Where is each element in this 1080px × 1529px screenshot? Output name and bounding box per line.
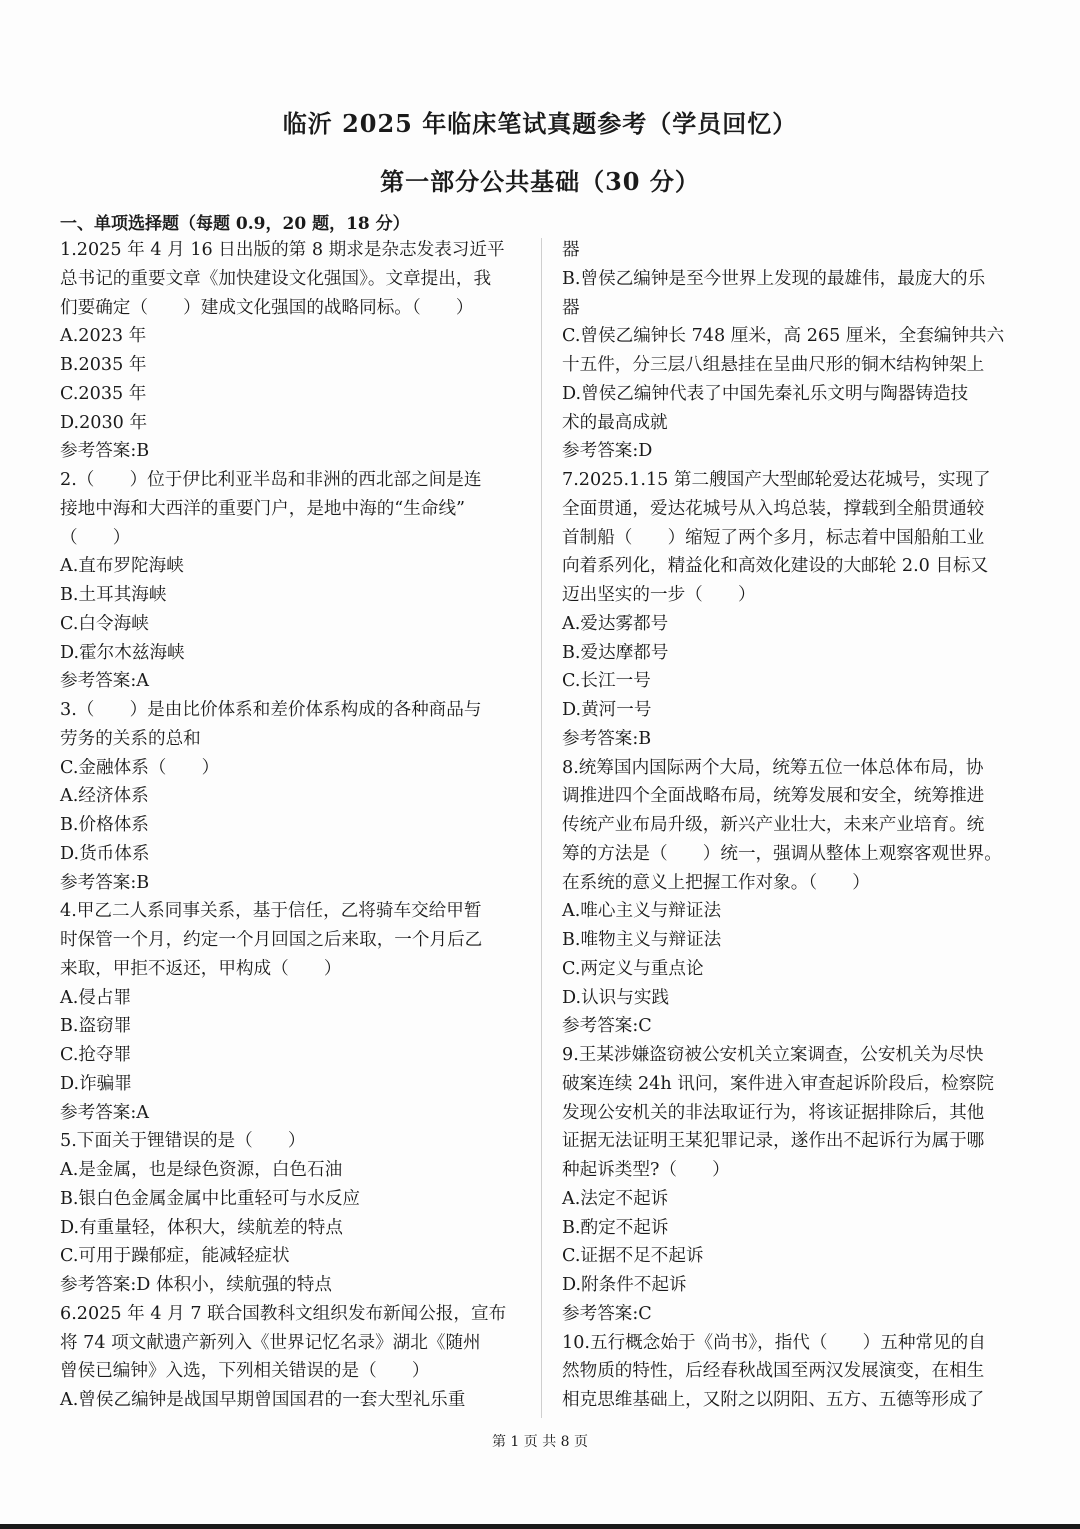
text-line: 十五件，分三层八组悬挂在呈曲尺形的铜木结构钟架上 xyxy=(562,355,985,375)
text-line: A.直布罗陀海峡 xyxy=(60,556,184,577)
text-line: 5.下面关于锂错误的是（ ） xyxy=(60,1131,306,1152)
text-line: 参考答案:D 体积小，续航强的特点 xyxy=(60,1275,332,1295)
text-line: B.唯物主义与辩证法 xyxy=(562,930,722,950)
text-line: 首制船（ ）缩短了两个多月，标志着中国船舶工业 xyxy=(562,527,985,548)
text-line: 1.2025 年 4 月 16 日出版的第 8 期求是杂志发表习近平 xyxy=(60,240,505,260)
text-line: 参考答案:A xyxy=(60,671,150,692)
text-line: C.长江一号 xyxy=(562,671,651,692)
text-line: C.曾侯乙编钟长 748 厘米，高 265 厘米，全套编钟共六 xyxy=(562,326,1005,347)
text-line: D.诈骗罪 xyxy=(60,1073,132,1094)
text-line: 全面贯通，爱达花城号从入坞总装，撑载到全船贯通较 xyxy=(562,498,985,519)
text-line: 劳务的关系的总和 xyxy=(60,728,201,749)
text-line: B.银白色金属金属中比重轻可与水反应 xyxy=(60,1188,361,1209)
text-line: B.爱达摩都号 xyxy=(562,642,669,663)
text-line: A.爱达雾都号 xyxy=(562,613,669,634)
text-line: B.盗窃罪 xyxy=(60,1016,132,1037)
text-line: C.两定义与重点论 xyxy=(562,958,704,979)
text-line: C.2035 年 xyxy=(60,383,147,404)
text-line: 们要确定（ ）建成文化强国的战略同标。（ ） xyxy=(60,297,474,318)
text-line: 曾侯已编钟》入选，下列相关错误的是（ ） xyxy=(60,1361,430,1382)
text-line: C.抢夺罪 xyxy=(60,1045,132,1065)
text-line: 种起诉类型?（ ） xyxy=(562,1160,730,1180)
text-line: A.侵占罪 xyxy=(60,987,132,1008)
text-line: A.曾侯乙编钟是战国早期曾国国君的一套大型礼乐重 xyxy=(60,1390,466,1410)
text-line: 2.（ ）位于伊比利亚半岛和非洲的西北部之间是连 xyxy=(60,470,482,490)
left-column xyxy=(60,236,530,1415)
text-line: 器 xyxy=(562,297,580,318)
text-line: 筹的方法是（ ）统一，强调从整体上观察客观世界。 xyxy=(562,843,1002,864)
text-line: D.黄河一号 xyxy=(562,700,652,720)
right-column xyxy=(562,236,1032,1415)
page-footer: 第 1 页 共 8 页 xyxy=(491,1434,589,1450)
text-line: 在系统的意义上把握工作对象。（ ） xyxy=(562,872,870,893)
text-line: 将 74 项文献遗产新列入《世界记忆名录》湖北《随州 xyxy=(60,1332,481,1353)
text-line: B.价格体系 xyxy=(60,815,149,835)
column-divider xyxy=(541,238,542,1418)
text-line: B.酌定不起诉 xyxy=(562,1217,669,1238)
text-line: 相克思维基础上，又附之以阴阳、五方、五德等形成了 xyxy=(562,1390,985,1410)
text-line: 9.王某涉嫌盗窃被公安机关立案调查，公安机关为尽快 xyxy=(562,1045,984,1065)
text-line: D.2030 年 xyxy=(60,412,148,433)
text-line: 8.统筹国内国际两个大局，统筹五位一体总体布局，协 xyxy=(562,757,984,778)
text-line: 参考答案:C xyxy=(562,1303,652,1324)
text-line: 发现公安机关的非法取证行为，将该证据排除后，其他 xyxy=(562,1102,985,1123)
text-line: A.2023 年 xyxy=(60,326,147,347)
text-line: 传统产业布局升级，新兴产业壮大，未来产业培育。统 xyxy=(562,815,985,835)
text-line: C.白令海峡 xyxy=(60,613,149,634)
text-line: 器 xyxy=(562,240,580,260)
text-line: 接地中海和大西洋的重要门户，是地中海的“生命线” xyxy=(60,498,466,519)
text-line: 参考答案:B xyxy=(60,441,150,462)
text-line: D.附条件不起诉 xyxy=(562,1275,687,1295)
text-line: 迈出坚实的一步（ ） xyxy=(562,585,756,605)
text-line: C.金融体系（ ） xyxy=(60,757,220,778)
text-line: D.认识与实践 xyxy=(562,987,670,1008)
text-line: 时保管一个月，约定一个月回国之后来取，一个月后乙 xyxy=(60,930,483,950)
text-line: B.曾侯乙编钟是至今世界上发现的最雄伟，最庞大的乐 xyxy=(562,268,986,289)
bottom-border xyxy=(0,1524,1080,1529)
text-line: 参考答案:B xyxy=(562,728,652,749)
text-line: 3.（ ）是由比价体系和差价体系构成的各种商品与 xyxy=(60,700,482,720)
text-line: 参考答案:A xyxy=(60,1102,150,1123)
text-line: A.法定不起诉 xyxy=(562,1188,669,1209)
text-line: C.可用于躁郁症，能减轻症状 xyxy=(60,1246,290,1267)
text-line: 破案连续 24h 讯问，案件进入审查起诉阶段后，检察院 xyxy=(562,1073,994,1094)
text-line: 总书记的重要文章《加快建设文化强国》。文章提出，我 xyxy=(60,268,492,289)
text-line: D.霍尔木兹海峡 xyxy=(60,642,185,663)
text-line: D.曾侯乙编钟代表了中国先秦礼乐文明与陶器铸造技 xyxy=(562,383,969,404)
text-line: D.有重量轻，体积大，续航差的特点 xyxy=(60,1217,343,1238)
text-line: 10.五行概念始于《尚书》，指代（ ）五种常见的自 xyxy=(562,1332,986,1353)
text-line: B.土耳其海峡 xyxy=(60,585,167,605)
text-line: A.唯心主义与辩证法 xyxy=(562,901,722,922)
text-line: A.是金属，也是绿色资源，白色石油 xyxy=(60,1160,343,1180)
text-line: B.2035 年 xyxy=(60,355,147,375)
text-line: （ ） xyxy=(60,527,131,548)
text-line: 证据无法证明王某犯罪记录，遂作出不起诉行为属于哪 xyxy=(562,1131,985,1152)
text-line: C.证据不足不起诉 xyxy=(562,1246,704,1267)
text-line: 参考答案:B xyxy=(60,872,150,893)
text-line: 参考答案:D xyxy=(562,441,653,462)
text-line: 7.2025.1.15 第二艘国产大型邮轮爱达花城号，实现了 xyxy=(562,470,991,490)
document-title: 临沂 2025 年临床笔试真题参考（学员回忆） xyxy=(282,109,798,138)
text-line: 来取，甲拒不返还，甲构成（ ） xyxy=(60,958,342,979)
text-line: 6.2025 年 4 月 7 联合国教科文组织发布新闻公报，宣布 xyxy=(60,1303,507,1324)
document-subtitle: 第一部分公共基础（30 分） xyxy=(380,167,700,196)
text-line: 术的最高成就 xyxy=(562,412,668,433)
text-line: 参考答案:C xyxy=(562,1016,652,1037)
text-line: 4.甲乙二人系同事关系，基于信任，乙将骑车交给甲暂 xyxy=(60,901,482,922)
section-heading: 一、单项选择题（每题 0.9，20 题，18 分） xyxy=(60,214,410,234)
text-line: 向着系列化，精益化和高效化建设的大邮轮 2.0 目标又 xyxy=(562,556,989,577)
text-line: A.经济体系 xyxy=(60,786,149,807)
text-line: D.货币体系 xyxy=(60,843,150,864)
text-line: 调推进四个全面战略布局，统筹发展和安全，统筹推进 xyxy=(562,786,985,807)
text-line: 然物质的特性，后经春秋战国至两汉发展演变，在相生 xyxy=(562,1361,985,1382)
